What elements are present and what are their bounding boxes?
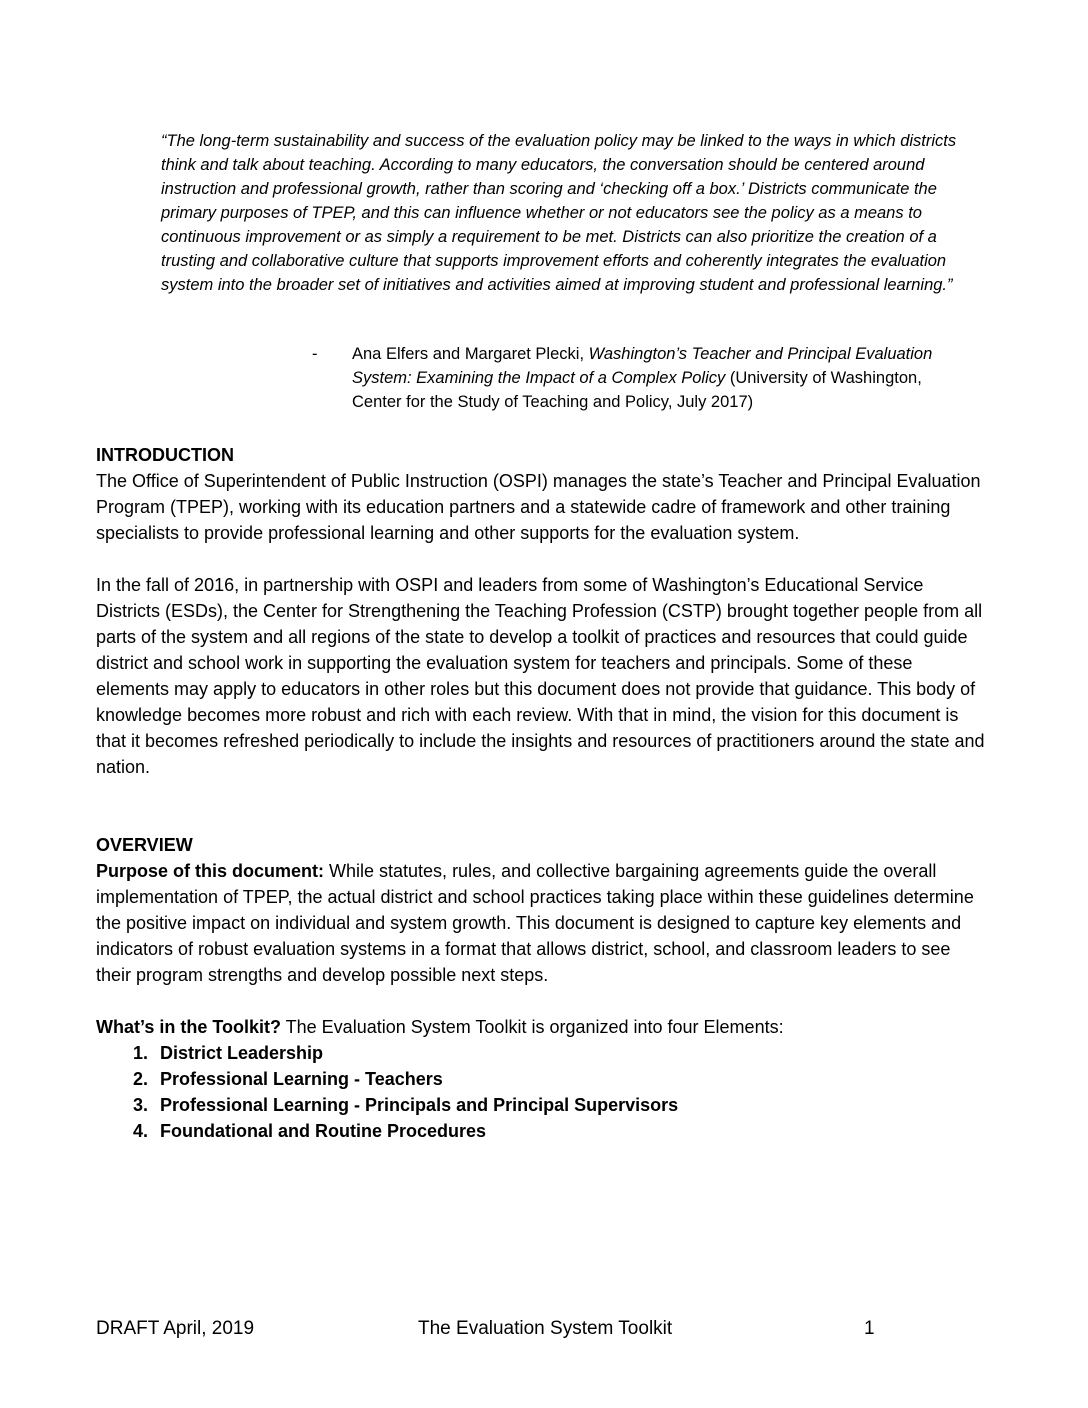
attribution-text bbox=[352, 342, 972, 414]
list-item-number: 4. bbox=[132, 1121, 148, 1141]
list-item-label: Foundational and Routine Procedures bbox=[160, 1121, 487, 1141]
quote-attribution bbox=[312, 342, 972, 414]
introduction-heading: INTRODUCTION bbox=[96, 445, 234, 465]
list-item-number: 2. bbox=[132, 1069, 148, 1089]
list-item-label: District Leadership bbox=[160, 1043, 324, 1063]
footer-document-title: The Evaluation System Toolkit bbox=[418, 1318, 673, 1339]
list-item bbox=[96, 1040, 986, 1066]
list-item-label: Professional Learning - Teachers bbox=[160, 1069, 443, 1089]
footer-draft-date: DRAFT April, 2019 bbox=[96, 1318, 255, 1339]
toolkit-text: The Evaluation System Toolkit is organized into four Elements: bbox=[280, 1017, 784, 1037]
list-item-number: 1. bbox=[132, 1043, 148, 1063]
attribution-authors: Ana Elfers and Margaret Plecki, bbox=[352, 345, 589, 363]
page-footer bbox=[0, 1318, 1088, 1346]
introduction-paragraph-2: In the fall of 2016, in partnership with OSPI and leaders from some of Washington’s Educational Service Districts (ESDs), the Center for Strengthening the Teaching Profession (CSTP) brought together people from all parts of the system and all regions of the state to develop a toolkit of practices and resources that could guide district and school work in supporting the evaluation system for teachers and principals. Some of these elements may apply to educators in other roles but this document does not provide that guidance. This body of knowledge becomes more robust and rich with each review. With that in mind, the vision for this document is that it becomes refreshed periodically to include the insights and resources of practitioners around the state and nation. bbox=[96, 575, 985, 777]
purpose-text: While statutes, rules, and collective bargaining agreements guide the overall implementation of TPEP, the actual district and school practices taking place within these guidelines determine the positive impact on individual and system growth. This document is designed to capture key elements and indicators of robust evaluation systems in a format that allows district, school, and classroom leaders to see their program strengths and develop possible next steps. bbox=[96, 861, 974, 985]
list-item-label: Professional Learning - Principals and Principal Supervisors bbox=[160, 1095, 679, 1115]
toolkit-elements-list bbox=[96, 1040, 986, 1144]
attribution-title: Washington’s Teacher and Principal Evaluation System: Examining the Impact of a Complex Policy bbox=[352, 345, 933, 387]
attribution-dash: - bbox=[312, 345, 318, 363]
attribution-source: (University of Washington, Center for the Study of Teaching and Policy, July 2017) bbox=[352, 369, 922, 411]
overview-heading: OVERVIEW bbox=[96, 835, 193, 855]
list-item-number: 3. bbox=[132, 1095, 148, 1115]
purpose-label: Purpose of this document: bbox=[96, 861, 325, 881]
paragraph-spacer bbox=[96, 546, 986, 572]
footer-page-number: 1 bbox=[864, 1318, 875, 1339]
paragraph-spacer bbox=[96, 988, 986, 1014]
list-item bbox=[96, 1066, 986, 1092]
introduction-paragraph-1: The Office of Superintendent of Public Instruction (OSPI) manages the state’s Teacher and Principal Evaluation Program (TPEP), working with its education partners and a statewide cadre of framework and other training specialists to provide professional learning and other supports for the evaluation system. bbox=[96, 471, 981, 543]
quote-text: “The long-term sustainability and success of the evaluation policy may be linked to the ways in which districts think and talk about teaching. According to many educators, the conversation should be centered around instruction and professional growth, rather than scoring and ‘checking off a box.’ Districts communicate the primary purposes of TPEP, and this can influence whether or not educators see the policy as a means to continuous improvement or as simply a requirement to be met. Districts can also prioritize the creation of a trusting and collaborative culture that supports improvement efforts and coherently integrates the evaluation system into the broader set of initiatives and activities aimed at improving student and professional learning.” bbox=[161, 132, 957, 294]
toolkit-paragraph bbox=[96, 1014, 986, 1040]
overview-section bbox=[96, 832, 986, 1144]
introduction-section bbox=[96, 442, 986, 780]
list-item bbox=[96, 1092, 986, 1118]
list-item bbox=[96, 1118, 986, 1144]
toolkit-label: What’s in the Toolkit? bbox=[96, 1017, 281, 1037]
purpose-paragraph bbox=[96, 858, 986, 988]
epigraph-quote bbox=[161, 129, 981, 297]
